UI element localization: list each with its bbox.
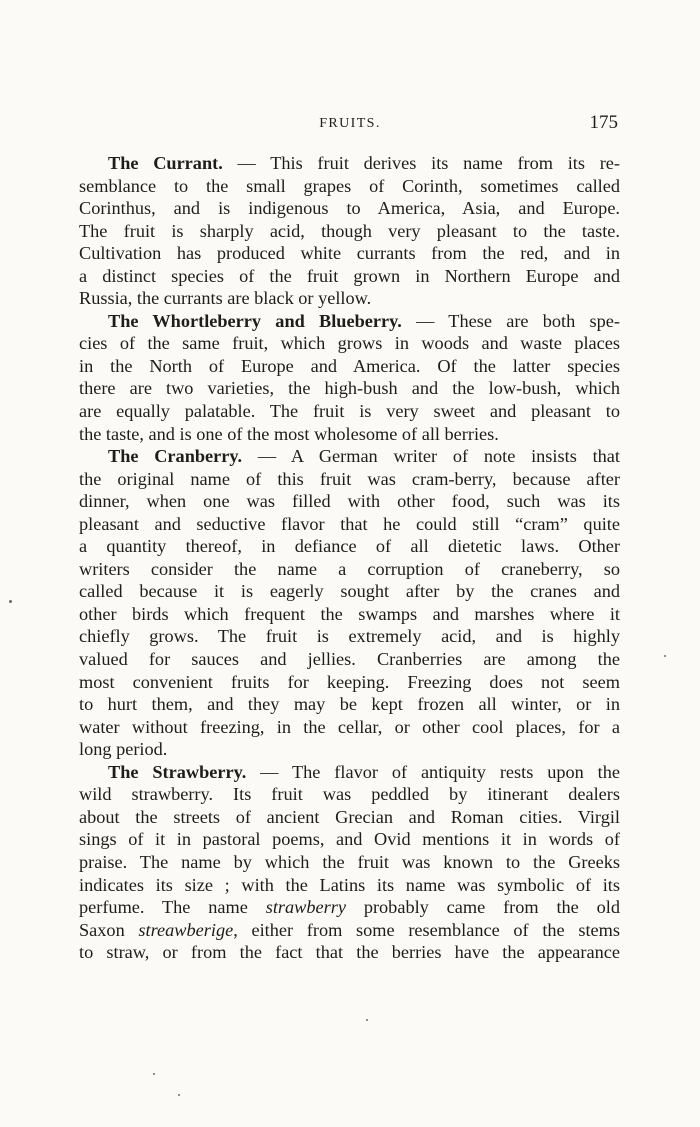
paragraph-line: sings of it in pastoral poems, and Ovid mentions it in words of: [79, 829, 620, 850]
text-span: — This fruit derives its name from its re-: [222, 153, 621, 173]
body-text: [79, 152, 620, 964]
paragraph-line: in the North of Europe and America. Of the latter species: [79, 355, 620, 376]
paragraph-line: other birds which frequent the swamps and marshes where it: [79, 603, 620, 624]
paragraph-line: Russia, the currants are black or yellow.: [79, 288, 372, 309]
running-title: FRUITS.: [319, 116, 381, 131]
paragraph-line: most convenient fruits for keeping. Freezing does not seem: [79, 671, 620, 692]
heading-currant: The Currant.: [108, 153, 223, 173]
print-speck: [366, 1019, 368, 1021]
paragraph-line: a quantity thereof, in defiance of all dietetic laws. Other: [79, 536, 620, 557]
paragraph-line: Cultivation has produced white currants from the red, and in: [79, 243, 620, 264]
paragraph-line: Corinthus, and is indigenous to America, Asia, and Europe.: [79, 198, 620, 219]
paragraph-line: praise. The name by which the fruit was known to the Greeks: [79, 851, 620, 872]
paragraph-line: indicates its size ; with the Latins its name was symbolic of its: [79, 874, 620, 895]
paragraph-line: semblance to the small grapes of Corinth, sometimes called: [79, 175, 620, 196]
italic-term: strawberry: [265, 897, 346, 918]
paragraph-line: about the streets of ancient Grecian and Roman cities. Virgil: [79, 806, 620, 827]
italic-term: streawberige: [138, 919, 234, 940]
print-speck: [9, 600, 12, 603]
paragraph-line: valued for sauces and jellies. Cranberries are among the: [79, 649, 620, 670]
paragraph-line: to straw, or from the fact that the berries have the appearance: [79, 942, 620, 963]
paragraph-line: the taste, and is one of the most wholesome of all berries.: [79, 423, 499, 444]
paragraph-line: cies of the same fruit, which grows in woods and waste places: [79, 333, 620, 354]
text-span: , either from some resemblance of the stems: [233, 919, 621, 940]
paragraph-line: the original name of this fruit was cram-berry, because after: [79, 468, 620, 489]
text-span: — These are both spe-: [401, 310, 620, 331]
paragraph-line: a distinct species of the fruit grown in Northern Europe and: [79, 265, 620, 286]
print-speck: [178, 1094, 180, 1096]
paragraph-line: long period.: [79, 739, 168, 760]
paragraph-line: there are two varieties, the high-bush and the low-bush, which: [79, 378, 620, 399]
print-speck: [153, 1073, 155, 1075]
paragraph-line: dinner, when one was filled with other food, such was its: [79, 491, 620, 512]
paragraph-cranberry-line-1: [79, 445, 620, 468]
paragraph-line: [79, 919, 620, 942]
paragraph-line: pleasant and seductive flavor that he could still “cram” quite: [79, 513, 620, 534]
paragraph-currant-line-1: [79, 152, 620, 175]
paragraph-line: are equally palatable. The fruit is very sweet and pleasant to: [79, 401, 620, 422]
paragraph-line: The fruit is sharply acid, though very pleasant to the taste.: [79, 220, 620, 241]
paragraph-strawberry-line-1: [79, 761, 620, 784]
heading-cranberry: The Cranberry.: [108, 446, 243, 467]
paragraph-line: water without freezing, in the cellar, or other cool places, for a: [79, 716, 620, 737]
paragraph-line: wild strawberry. Its fruit was peddled by itinerant dealers: [79, 784, 620, 805]
heading-strawberry: The Strawberry.: [108, 761, 247, 782]
text-span: — A German writer of note insists that: [242, 446, 620, 467]
text-span: — The flavor of antiquity rests upon the: [246, 761, 620, 782]
text-span: probably came from the old: [345, 897, 620, 918]
paragraph-whortleberry-line-1: [79, 310, 620, 333]
text-span: Saxon: [79, 919, 139, 940]
paragraph-line: to hurt them, and they may be kept frozen all winter, or in: [79, 694, 620, 715]
paragraph-line: called because it is eagerly sought after by the cranes and: [79, 581, 620, 602]
page-number: 175: [589, 112, 618, 133]
paragraph-line: [79, 896, 620, 919]
text-span: perfume. The name: [79, 897, 266, 918]
paragraph-line: chiefly grows. The fruit is extremely acid, and is highly: [79, 626, 620, 647]
running-head: [0, 114, 700, 138]
heading-whortleberry: The Whortleberry and Blueberry.: [108, 310, 402, 331]
paragraph-line: writers consider the name a corruption of craneberry, so: [79, 558, 620, 579]
print-speck: [664, 655, 666, 657]
